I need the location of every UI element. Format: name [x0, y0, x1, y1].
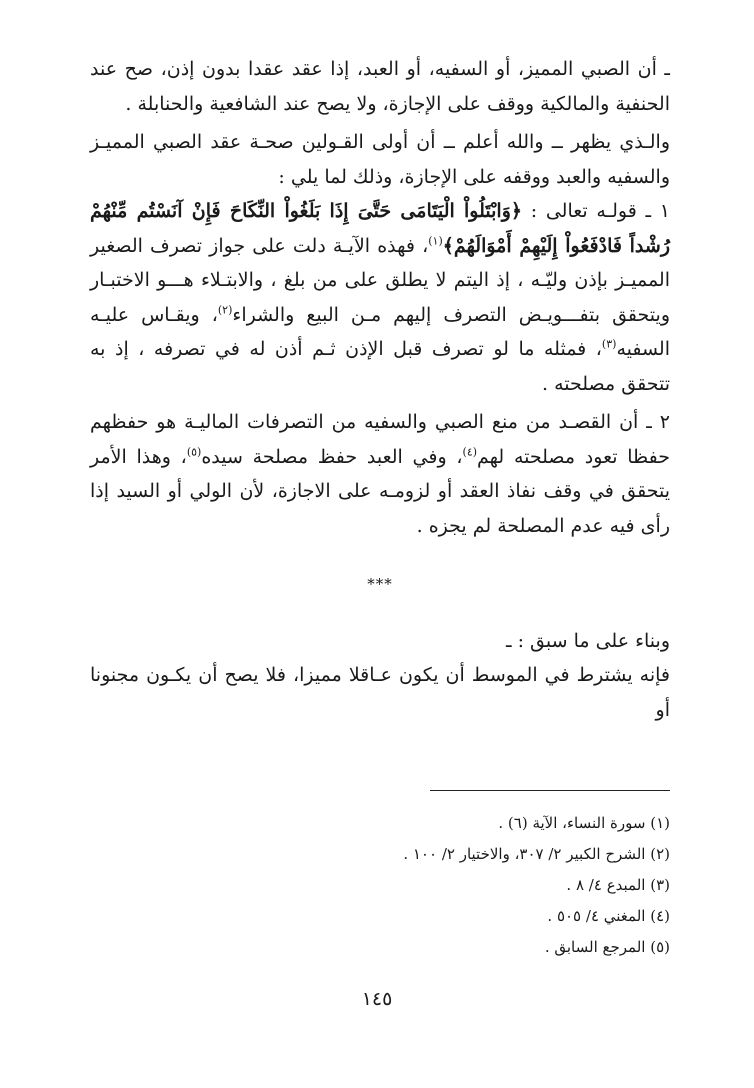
para4-text-a: ٢ ـ أن القصـد من منع الصبي والسفيه من التصرفات الماليـة هو حفظهم حفظا تعود مصلحته لهم — [90, 411, 670, 468]
footnote-ref-2: (٢) — [217, 303, 233, 317]
section-separator: *** — [367, 575, 393, 593]
footnote-4: (٤) المغني ٤/ ٥٠٥ . — [547, 907, 670, 925]
para4-text-c: ، وهذا الأمر يتحقق في وقف نفاذ العقد أو لزومـه على الاجازة، لأن الولي أو السيد إذا رأى فيه عدم المصلحة لم يجزه . — [90, 445, 670, 537]
quran-verse: ﴿وَابْتَلُواْ الْيَتَامَى حَتَّىَ إِذَا بَلَغُواْ النِّكَاحَ فَإِنْ آنَسْتُم مِّنْهُمْ رُشْداً فَادْفَعُواْ إِلَيْهِمْ أَمْوَالَهُمْ﴾ — [90, 200, 670, 257]
page-number: ١٤٥ — [361, 988, 393, 1010]
para3-text-a: ، فهذه الآيـة دلت على جواز تصرف الصغير المميـز بإذن وليّـه ، إذ اليتم لا يطلق على من بلغ ، والابتـلاء هـــو الاختبـار ويتحقق بتفـــويـض التصرف إليهم مـن البيع والشراء — [90, 234, 670, 326]
paragraph-2: والـذي يظهر ــ والله أعلم ــ أن أولى القـولين صحـة عقد الصبي المميـز والسفيه والعبد ووقفه على الإجازة، وذلك لما يلي : — [90, 131, 670, 188]
page-body — [90, 52, 670, 727]
para3-intro: ١ ـ قولـه تعالى : — [522, 200, 670, 222]
paragraph-5: وبناء على ما سبق : ـ — [505, 629, 670, 652]
footnote-ref-3: (٣) — [601, 337, 617, 351]
footnote-divider — [430, 790, 670, 791]
paragraph-3 — [90, 194, 670, 401]
para4-text-b: ، وفي العبد حفظ مصلحة سيده — [201, 445, 463, 468]
paragraph-4 — [90, 405, 670, 543]
footnote-ref-5: (٥) — [186, 445, 202, 459]
footnote-1: (١) سورة النساء، الآية (٦) . — [498, 814, 670, 832]
footnote-3: (٣) المبدع ٤/ ٨ . — [566, 876, 670, 894]
footnote-5: (٥) المرجع السابق . — [544, 938, 670, 956]
footnote-ref-1: (١) — [428, 234, 443, 248]
para3-text-c: ، فمثله ما لو تصرف قبل الإذن ثـم أذن له في تصرفه ، إذ به تتحقق مصلحته . — [90, 338, 670, 395]
footnotes — [300, 808, 670, 963]
paragraph-6: فإنه يشترط في الموسط أن يكون عـاقلا مميزا، فلا يصح أن يكـون مجنونا أو — [90, 664, 670, 721]
footnote-ref-4: (٤) — [462, 445, 478, 459]
paragraph-1: ـ أن الصبي المميز، أو السفيه، أو العبد، إذا عقد عقدا بدون إذن، صح عند الحنفية والمالكية ووقف على الإجازة، ولا يصح عند الشافعية والحنابلة . — [90, 58, 670, 115]
para3-text-b: ، ويقـاس عليـه السفيه — [90, 303, 670, 360]
footnote-2: (٢) الشرح الكبير ٢/ ٣٠٧، والاختيار ٢/ ١٠٠ . — [403, 845, 670, 863]
